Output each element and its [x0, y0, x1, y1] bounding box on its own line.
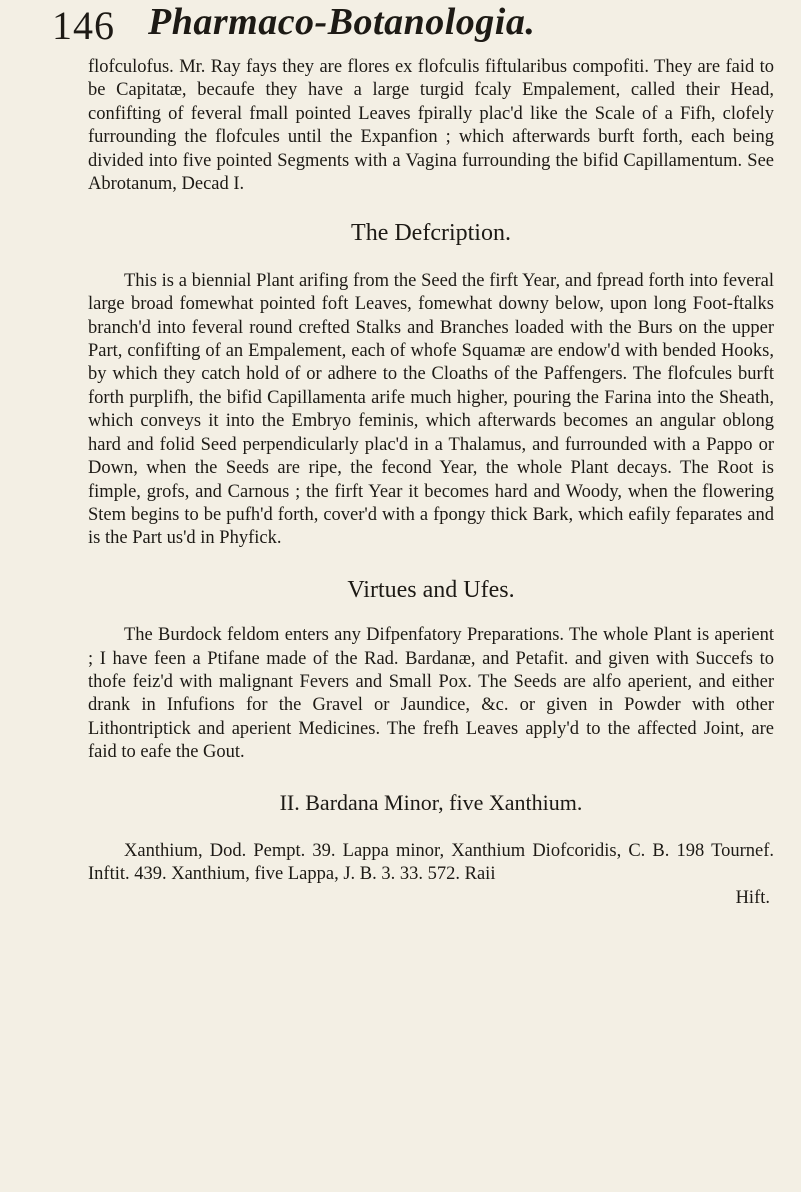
catchword: Hift.	[735, 887, 770, 908]
page-number: 146	[52, 3, 115, 48]
description-paragraph: This is a biennial Plant arifing from the Seed the firft Year, and fpread forth into feveral large broad fomewhat pointed foft Leaves, fomewhat downy below, upon long Foot-ftalks branch'd into feveral round crefted Stalks and Branches loaded with the Burs on the upper Part, confifting of an Empalement, each of whofe Squamæ are endow'd with bended Hooks, by which they catch hold of or adhere to the Cloaths of the Paffengers. The flofcules burft forth purplifh, the bifid Capillamenta arife much higher, pouring the Farina into the Sheath, which conveys it into the Embryo feminis, which afterwards becomes an angular oblong hard and folid Seed perpendicularly plac'd in a Thalamus, and furrounded with a Pappo or Down, when the Seeds are ripe, the fecond Year, the whole Plant decays. The Root is fimple, grofs, and Carnous ; the firft Year it becomes hard and Woody, when the flowering Stem begins to be pufh'd forth, cover'd with a fpongy thick Bark, which eafily feparates and is the Part us'd in Phyfick.	[88, 270, 774, 549]
virtues-paragraph: The Burdock feldom enters any Difpenfatory Preparations. The whole Plant is aperient ; I have feen a Ptifane made of the Rad. Bardanæ, and Petafit. and given with Succefs to thofe feiz'd with malignant Fevers and Small Pox. The Seeds are alfo aperient, and either drank in Infufions for the Gravel or Jaundice, &c. or given in Powder with other Lithontriptick and aperient Medicines. The frefh Leaves apply'd to the affected Joint, are faid to eafe the Gout.	[88, 625, 774, 763]
synonyms-paragraph: Xanthium, Dod. Pempt. 39. Lappa minor, Xanthium Diofcoridis, C. B. 198 Tournef. Inftit. 439. Xanthium, five Lappa, J. B. 3. 33. 572. Raii	[88, 840, 774, 885]
intro-paragraph: flofculofus. Mr. Ray fays they are flores ex flofculis fiftularibus compofiti. They are faid to be Capitatæ, becaufe they have a large turgid fcaly Empalement, called their Head, confifting of feveral fmall pointed Leaves fpirally plac'd like the Scale of a Fifh, clofely furrounding the flofcules until the Expanfion ; which afterwards burft forth, each being divided into five pointed Segments with a Vagina furrounding the bifid Capillamentum. See Abrotanum, Decad I.	[88, 57, 774, 195]
description-heading: The Defcription.	[351, 220, 511, 247]
bardana-minor-heading: II. Bardana Minor, five Xanthium.	[279, 789, 583, 815]
page-header	[52, 0, 772, 56]
virtues-heading: Virtues and Ufes.	[347, 576, 515, 603]
body-text	[88, 56, 774, 910]
running-title: Pharmaco-Botanologia.	[148, 1, 536, 43]
